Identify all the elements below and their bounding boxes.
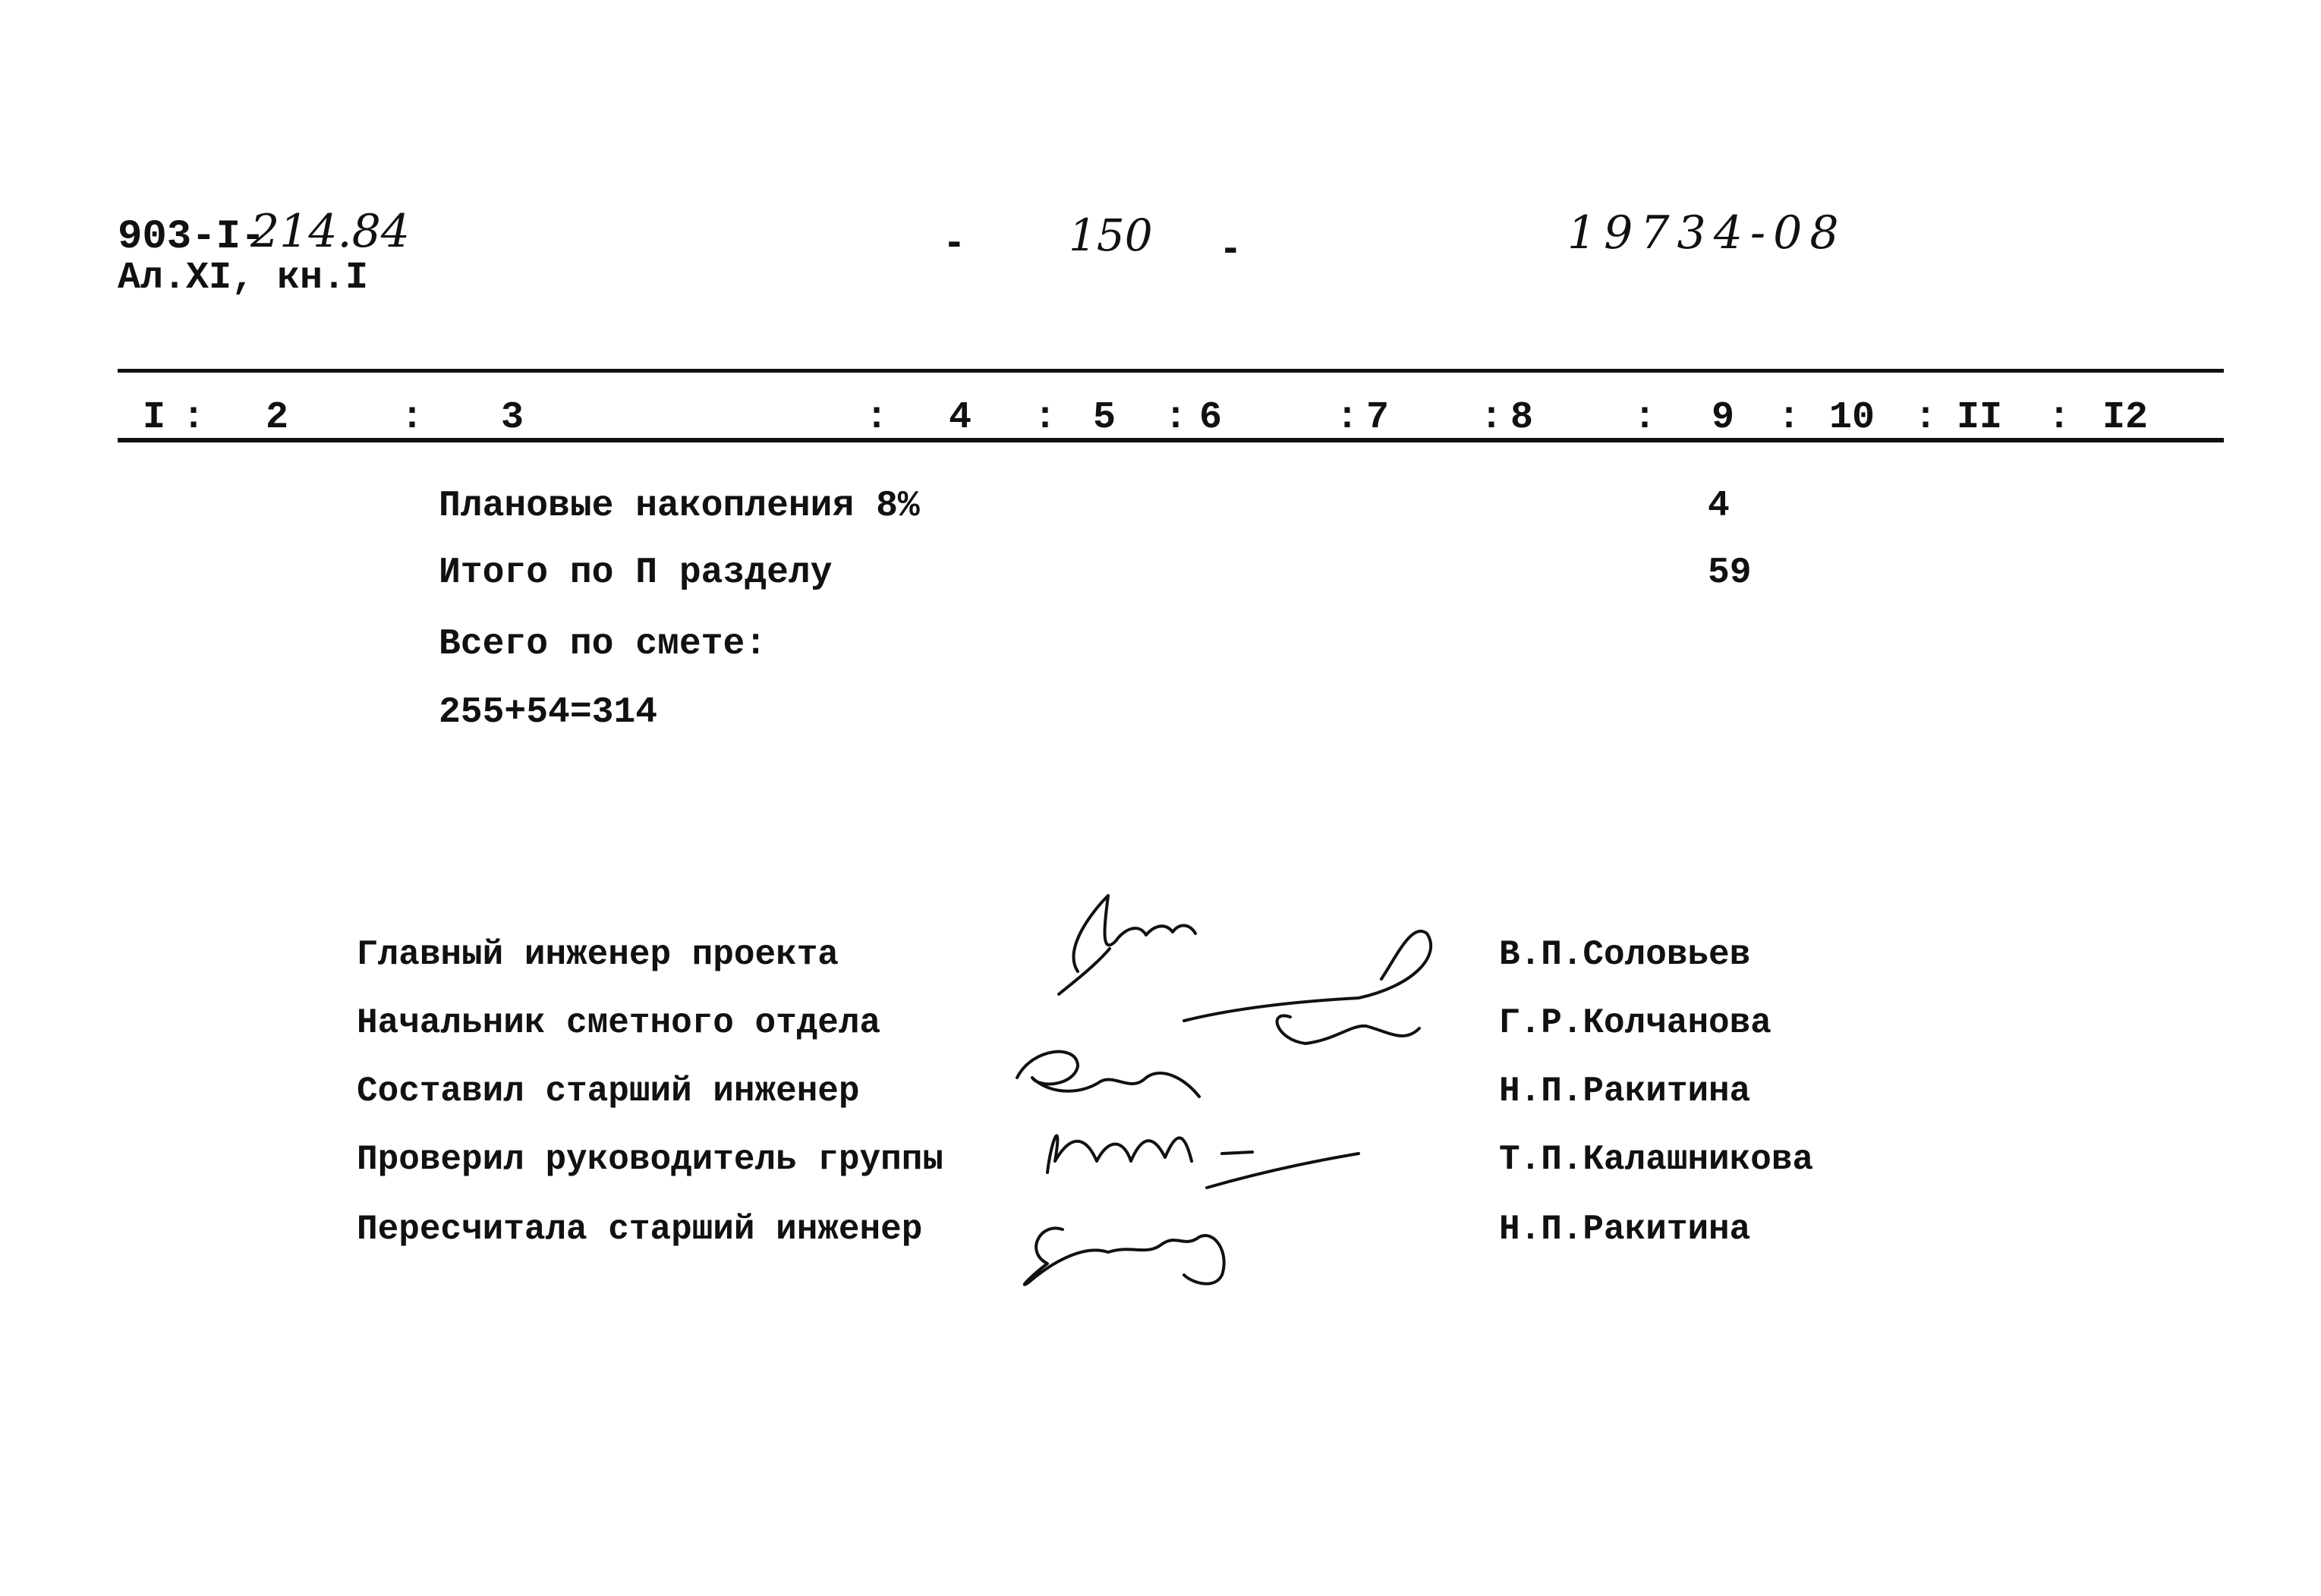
column-separator: : (182, 396, 206, 439)
column-header: 10 (1829, 396, 1875, 439)
signature-scribble (1017, 1052, 1199, 1097)
signature-role: Составил старший инженер (357, 1072, 860, 1111)
page-number: 150 (1069, 209, 1153, 261)
signature-name: Т.П.Калашникова (1499, 1140, 1814, 1179)
column-separator: : (1914, 396, 1938, 439)
column-header: 6 (1199, 396, 1223, 439)
document-code-prefix: 903-I- (118, 214, 266, 260)
column-header: I (143, 396, 166, 439)
signature-scribble (1184, 931, 1431, 1021)
page-dash-left: - (947, 216, 962, 264)
row-label-planned-savings: Плановые накопления 8% (439, 486, 920, 527)
column-header: 5 (1093, 396, 1116, 439)
signature-role: Пересчитала старший инженер (357, 1210, 923, 1249)
column-header: 4 (949, 396, 972, 439)
column-header: 3 (501, 396, 524, 439)
column-separator: : (865, 396, 889, 439)
signature-role: Проверил руководитель группы (357, 1140, 943, 1179)
row-label-estimate-total: Всего по смете: (439, 624, 767, 665)
signature-name: Г.Р.Колчанова (1499, 1003, 1771, 1043)
column-separator: : (1480, 396, 1504, 439)
column-separator: : (1336, 396, 1359, 439)
column-separator: : (1778, 396, 1801, 439)
signature-scribble (1222, 1152, 1252, 1154)
column-separator: : (1633, 396, 1657, 439)
column-header: I2 (2102, 396, 2149, 439)
column-separator: : (2048, 396, 2071, 439)
signature-name: В.П.Соловьев (1499, 935, 1751, 974)
signature-scribble (1025, 1228, 1224, 1284)
signature-scribble (1207, 1154, 1359, 1188)
column-header: 7 (1366, 396, 1390, 439)
page-dash-right: - (1223, 222, 1238, 270)
column-separator: : (1164, 396, 1188, 439)
signature-role: Главный инженер проекта (357, 935, 839, 974)
signature-scribble (1047, 1135, 1192, 1173)
signature-role: Начальник сметного отдела (357, 1003, 881, 1043)
signature-scribble (1059, 949, 1110, 994)
signature-name: Н.П.Ракитина (1499, 1210, 1751, 1249)
column-separator: : (401, 396, 424, 439)
column-header: 8 (1510, 396, 1534, 439)
row-value-planned-savings: 4 (1708, 486, 1730, 527)
sheet-reference: Ал.XI, кн.I (118, 257, 369, 300)
signature-name: Н.П.Ракитина (1499, 1072, 1751, 1111)
column-header: 9 (1712, 396, 1735, 439)
signature-scribble (1074, 896, 1195, 971)
column-separator: : (1034, 396, 1057, 439)
row-label-total-formula: 255+54=314 (439, 692, 658, 733)
row-label-section-total: Итого по П разделу (439, 552, 833, 593)
document-code-handwritten: 214.84 (250, 205, 410, 258)
column-header: 2 (266, 396, 289, 439)
row-value-section-total: 59 (1708, 552, 1752, 593)
signature-scribble (1277, 1015, 1419, 1044)
column-header: II (1957, 396, 2003, 439)
document-number: 19734-08 (1567, 206, 1847, 260)
table-top-rule (118, 369, 2224, 373)
